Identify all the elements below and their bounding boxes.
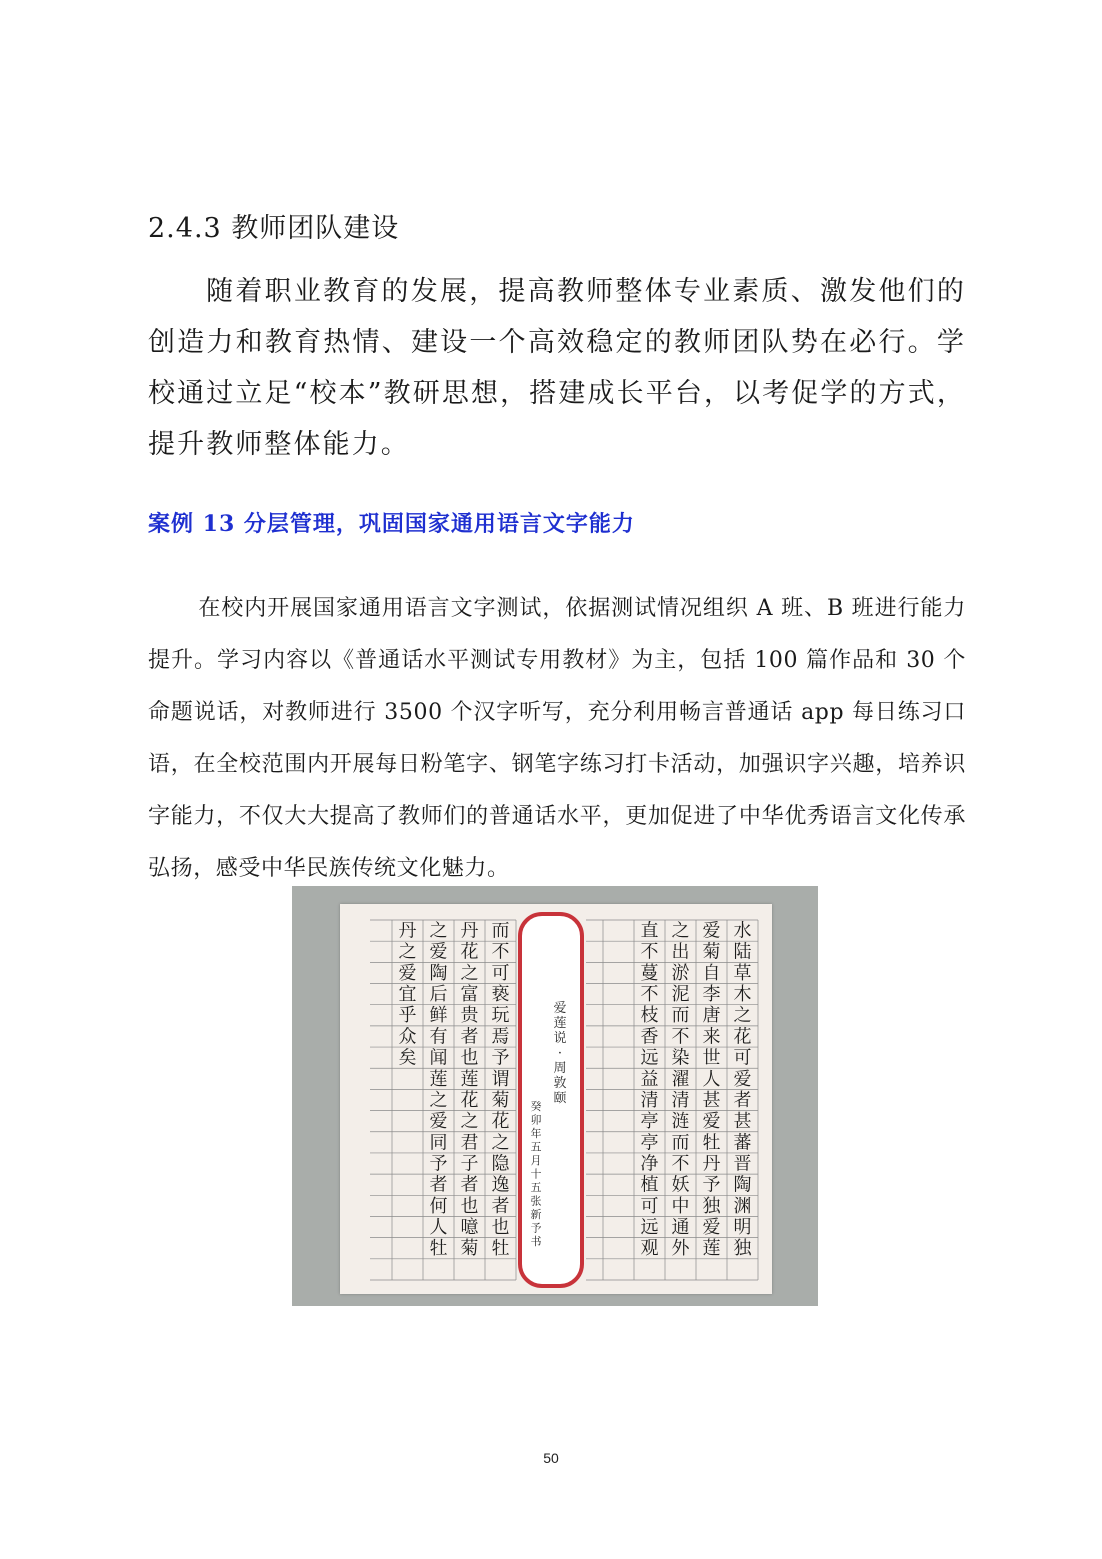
calligraphy-char: 之 [429,1089,448,1111]
signature-char: 书 [530,1235,542,1248]
calligraphy-char: 同 [429,1132,448,1154]
calligraphy-char: 人 [702,1068,721,1090]
calligraphy-char: 不 [671,1026,690,1048]
calligraphy-char: 焉 [491,1026,510,1048]
calligraphy-char: 之 [671,920,690,942]
calligraphy-char: 丹 [702,1153,721,1175]
signature-char: 年 [530,1127,542,1140]
calligraphy-char: 清 [640,1089,659,1111]
calligraphy-char: 鲜 [429,1005,448,1027]
calligraphy-char: 甚 [733,1111,752,1133]
signature-char: 癸 [530,1100,542,1113]
calligraphy-char: 亭 [640,1132,659,1154]
calligraphy-char: 泥 [671,984,690,1006]
calligraphy-char: 众 [398,1026,417,1048]
calligraphy-char: 不 [671,1153,690,1175]
case-paragraph [148,583,966,895]
calligraphy-char: 花 [733,1026,752,1048]
calligraphy-char: 枝 [640,1005,659,1027]
calligraphy-char: 自 [702,962,721,984]
center-title-char: 周 [553,1061,567,1076]
calligraphy-char: 淤 [671,962,690,984]
calligraphy-char: 矣 [398,1047,417,1069]
signature-char: 张 [530,1194,542,1208]
center-title-char: 爱 [553,1001,567,1016]
calligraphy-char: 菊 [491,1089,510,1111]
signature-char: 新 [530,1208,542,1221]
calligraphy-char: 者 [460,1174,479,1196]
calligraphy-char: 丹 [398,920,417,942]
calligraphy-char: 牡 [702,1132,721,1154]
signature-char: 五 [530,1140,542,1154]
calligraphy-char: 明 [733,1216,752,1238]
calligraphy-char: 李 [702,984,721,1006]
calligraphy-char: 植 [640,1174,659,1196]
calligraphy-char: 爱 [702,1111,721,1133]
calligraphy-char: 晋 [733,1153,752,1175]
calligraphy-char: 直 [640,920,659,942]
calligraphy-char: 菊 [702,941,721,963]
signature-char: 十 [530,1167,542,1181]
calligraphy-char: 菊 [460,1238,479,1260]
calligraphy-char: 亭 [640,1111,659,1133]
calligraphy-char: 者 [733,1089,752,1111]
calligraphy-char: 通 [671,1216,690,1238]
calligraphy-char: 水 [733,920,752,942]
signature-char: 予 [530,1221,542,1235]
calligraphy-char: 之 [429,920,448,942]
calligraphy-char: 外 [671,1238,690,1260]
calligraphy-char: 人 [429,1216,448,1238]
center-band [520,914,582,1286]
calligraphy-char: 者 [429,1174,448,1196]
calligraphy-char: 何 [429,1195,448,1217]
calligraphy-char: 亵 [491,984,510,1006]
calligraphy-char: 之 [733,1005,752,1027]
calligraphy-char: 爱 [702,920,721,942]
calligraphy-char: 不 [640,984,659,1006]
calligraphy-char: 君 [460,1132,479,1154]
calligraphy-char: 不 [640,941,659,963]
calligraphy-char: 远 [640,1216,659,1238]
calligraphy-char: 可 [733,1047,752,1069]
calligraphy-char: 濯 [671,1068,690,1090]
calligraphy-char: 净 [640,1153,659,1175]
case-title: 案例 13 分层管理，巩固国家通用语言文字能力 [148,511,635,537]
section-paragraph-text: 随着职业教育的发展，提高教师整体专业素质、激发他们的创造力和教育热情、建设一个高效稳定的教师团队势在必行。学校通过立足“校本”教研思想，搭建成长平台，以考促学的方式，提升教师整体能力。 [148,276,966,460]
signature-char: 卯 [530,1113,542,1127]
calligraphy-char: 之 [460,1111,479,1133]
calligraphy-grid [340,904,772,1294]
calligraphy-char: 蕃 [733,1132,752,1154]
calligraphy-char: 谓 [491,1068,510,1090]
calligraphy-char: 花 [460,1089,479,1111]
calligraphy-char: 中 [671,1195,690,1217]
calligraphy-char: 染 [671,1047,690,1069]
calligraphy-char: 世 [702,1047,721,1069]
calligraphy-char: 陶 [733,1174,752,1196]
calligraphy-char: 牡 [429,1238,448,1260]
calligraphy-char: 妖 [671,1174,690,1196]
calligraphy-char: 也 [460,1195,479,1217]
calligraphy-char: 之 [398,941,417,963]
calligraphy-char: 爱 [733,1068,752,1090]
calligraphy-char: 而 [491,920,510,942]
calligraphy-char: 莲 [429,1068,448,1090]
center-title-char: 说 [553,1031,567,1046]
calligraphy-sheet [340,904,772,1294]
calligraphy-char: 香 [640,1026,659,1048]
calligraphy-char: 爱 [429,941,448,963]
calligraphy-char: 也 [491,1216,510,1238]
calligraphy-char: 莲 [460,1068,479,1090]
calligraphy-char: 清 [671,1089,690,1111]
calligraphy-char: 出 [671,941,690,963]
calligraphy-char: 子 [460,1153,479,1175]
calligraphy-char: 宜 [398,984,417,1006]
calligraphy-char: 花 [491,1111,510,1133]
calligraphy-char: 逸 [491,1174,510,1196]
calligraphy-char: 予 [491,1047,510,1069]
calligraphy-char: 有 [429,1026,448,1048]
section-heading: 2.4.3 教师团队建设 [148,213,400,244]
calligraphy-char: 木 [733,984,752,1006]
calligraphy-char: 予 [702,1174,721,1196]
calligraphy-char: 富 [460,984,479,1006]
center-title-char: 莲 [553,1016,567,1031]
calligraphy-char: 爱 [702,1216,721,1238]
calligraphy-char: 来 [702,1026,721,1048]
calligraphy-char: 者 [491,1195,510,1217]
calligraphy-photo [292,886,818,1306]
calligraphy-char: 而 [671,1132,690,1154]
calligraphy-char: 渊 [733,1195,752,1217]
calligraphy-char: 牡 [491,1238,510,1260]
calligraphy-char: 涟 [671,1111,690,1133]
signature-char: 五 [530,1181,542,1194]
calligraphy-char: 乎 [398,1005,417,1027]
calligraphy-char: 隐 [491,1153,510,1175]
page-number: 50 [543,1450,559,1466]
calligraphy-char: 而 [671,1005,690,1027]
calligraphy-char: 远 [640,1047,659,1069]
calligraphy-char: 不 [491,941,510,963]
calligraphy-char: 益 [640,1068,659,1090]
calligraphy-char: 丹 [460,920,479,942]
calligraphy-char: 莲 [702,1238,721,1260]
center-title-char: 敦 [553,1076,567,1091]
calligraphy-char: 爱 [429,1111,448,1133]
calligraphy-char: 之 [460,962,479,984]
calligraphy-char: 者 [460,1026,479,1048]
calligraphy-char: 陆 [733,941,752,963]
calligraphy-char: 也 [460,1047,479,1069]
calligraphy-char: 唐 [702,1005,721,1027]
signature-char: 月 [530,1154,542,1167]
calligraphy-char: 爱 [398,962,417,984]
calligraphy-char: 可 [640,1195,659,1217]
calligraphy-char: 花 [460,941,479,963]
calligraphy-char: 可 [491,962,510,984]
calligraphy-char: 玩 [491,1005,510,1027]
calligraphy-char: 独 [733,1238,752,1260]
calligraphy-char: 甚 [702,1089,721,1111]
calligraphy-char: 蔓 [640,962,659,984]
calligraphy-char: 闻 [429,1047,448,1069]
section-paragraph [148,266,966,470]
center-title-char: · [557,1046,563,1061]
case-paragraph-text: 在校内开展国家通用语言文字测试，依据测试情况组织 A 班、B 班进行能力提升。学习内容以《普通话水平测试专用教材》为主，包括 100 篇作品和 30 个命题说话，对教师进行 3500 个汉字听写，充分利用畅言普通话 app 每日练习口语，在全校范围内开展每日粉笔字、钢笔字练习打卡活动，加强识字兴趣，培养识字能力，不仅大大提高了教师们的普通话水平，更加促进了中华优秀语言文化传承弘扬，感受中华民族传统文化魅力。 [148,596,966,881]
calligraphy-char: 予 [429,1153,448,1175]
calligraphy-char: 噫 [460,1216,479,1238]
calligraphy-char: 草 [733,962,752,984]
calligraphy-char: 后 [429,984,448,1006]
center-title-char: 颐 [553,1091,567,1106]
calligraphy-char: 之 [491,1132,510,1154]
calligraphy-char: 独 [702,1195,721,1217]
calligraphy-char: 陶 [429,962,448,984]
calligraphy-char: 观 [640,1238,659,1260]
calligraphy-char: 贵 [460,1005,479,1027]
